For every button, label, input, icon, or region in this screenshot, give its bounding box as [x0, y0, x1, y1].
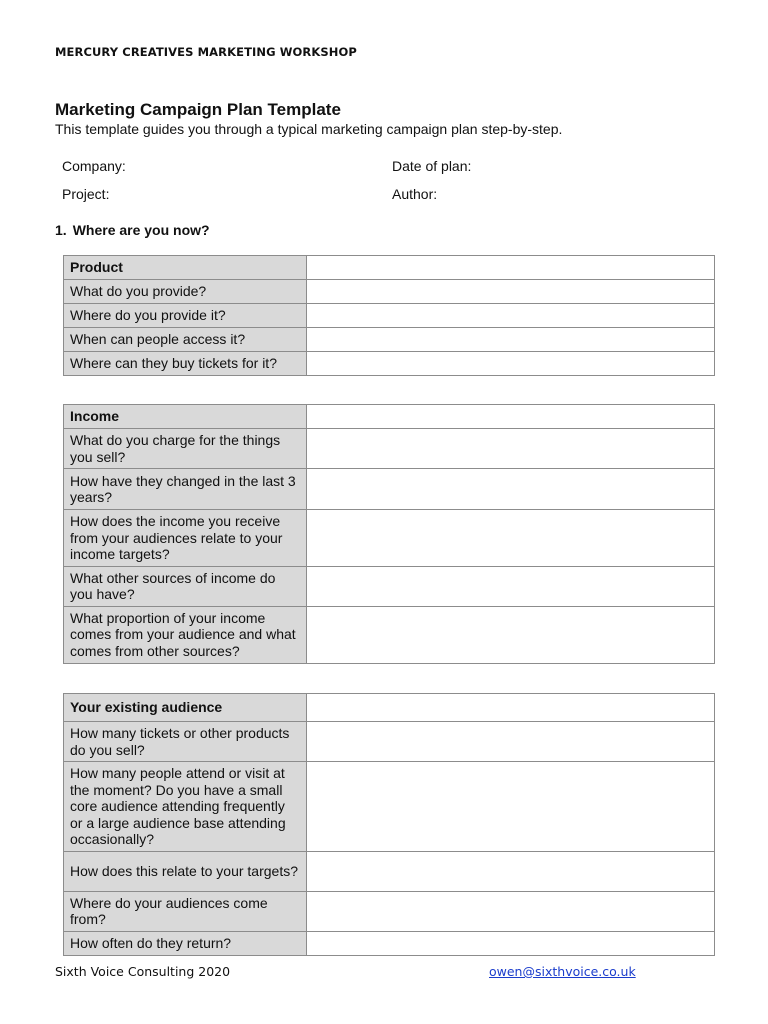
question-cell: When can people access it? — [64, 328, 307, 352]
answer-field[interactable] — [307, 328, 715, 352]
question-cell: Where do you provide it? — [64, 304, 307, 328]
question-cell: How many tickets or other products do you sell? — [64, 722, 307, 762]
project-label: Project: — [62, 186, 110, 202]
table-row — [64, 891, 715, 931]
table-row — [64, 469, 715, 510]
table-row — [64, 851, 715, 891]
table-heading: Your existing audience — [64, 694, 307, 722]
question-cell: How often do they return? — [64, 931, 307, 955]
answer-field[interactable] — [307, 256, 715, 280]
question-cell: How does the income you receive from your audiences relate to your income targets? — [64, 510, 307, 567]
answer-field[interactable] — [307, 304, 715, 328]
table-row — [64, 762, 715, 852]
answer-field[interactable] — [307, 762, 715, 852]
answer-field[interactable] — [307, 566, 715, 606]
author-label: Author: — [392, 186, 438, 202]
table-row — [64, 722, 715, 762]
answer-field[interactable] — [307, 851, 715, 891]
table-row — [64, 694, 715, 722]
table-row — [64, 352, 715, 376]
audience-table — [63, 693, 715, 956]
answer-field[interactable] — [307, 722, 715, 762]
question-cell: What proportion of your income comes from your audience and what comes from other sources? — [64, 606, 307, 663]
table-row — [64, 931, 715, 955]
question-cell: What do you charge for the things you sell? — [64, 429, 307, 469]
answer-field[interactable] — [307, 469, 715, 510]
answer-field[interactable] — [307, 510, 715, 567]
answer-field[interactable] — [307, 405, 715, 429]
table-row — [64, 256, 715, 280]
footer-email-link[interactable]: owen@sixthvoice.co.uk — [489, 964, 636, 979]
table-row — [64, 304, 715, 328]
table-row — [64, 405, 715, 429]
section-number: 1. — [55, 222, 67, 238]
table-heading: Income — [64, 405, 307, 429]
table-heading: Product — [64, 256, 307, 280]
company-label: Company: — [62, 158, 126, 174]
answer-field[interactable] — [307, 280, 715, 304]
table-row — [64, 429, 715, 469]
question-cell: Where can they buy tickets for it? — [64, 352, 307, 376]
page-subtitle: This template guides you through a typical marketing campaign plan step-by-step. — [55, 121, 563, 137]
question-cell: How have they changed in the last 3 years? — [64, 469, 307, 510]
section-heading — [55, 222, 210, 238]
question-cell: What do you provide? — [64, 280, 307, 304]
product-table — [63, 255, 715, 376]
document-header: MERCURY CREATIVES MARKETING WORKSHOP — [55, 45, 357, 59]
table-row — [64, 328, 715, 352]
table-row — [64, 606, 715, 663]
answer-field[interactable] — [307, 352, 715, 376]
table-row — [64, 510, 715, 567]
question-cell: Where do your audiences come from? — [64, 891, 307, 931]
answer-field[interactable] — [307, 429, 715, 469]
answer-field[interactable] — [307, 891, 715, 931]
table-row — [64, 566, 715, 606]
question-cell: How many people attend or visit at the moment? Do you have a small core audience attending frequently or a large audience base attending occasionally? — [64, 762, 307, 852]
answer-field[interactable] — [307, 606, 715, 663]
section-title: Where are you now? — [72, 222, 210, 238]
income-table — [63, 404, 715, 664]
answer-field[interactable] — [307, 694, 715, 722]
date-of-plan-label: Date of plan: — [392, 158, 472, 174]
table-row — [64, 280, 715, 304]
question-cell: How does this relate to your targets? — [64, 851, 307, 891]
footer-credit: Sixth Voice Consulting 2020 — [55, 964, 231, 979]
answer-field[interactable] — [307, 931, 715, 955]
question-cell: What other sources of income do you have? — [64, 566, 307, 606]
page-title: Marketing Campaign Plan Template — [55, 100, 341, 119]
